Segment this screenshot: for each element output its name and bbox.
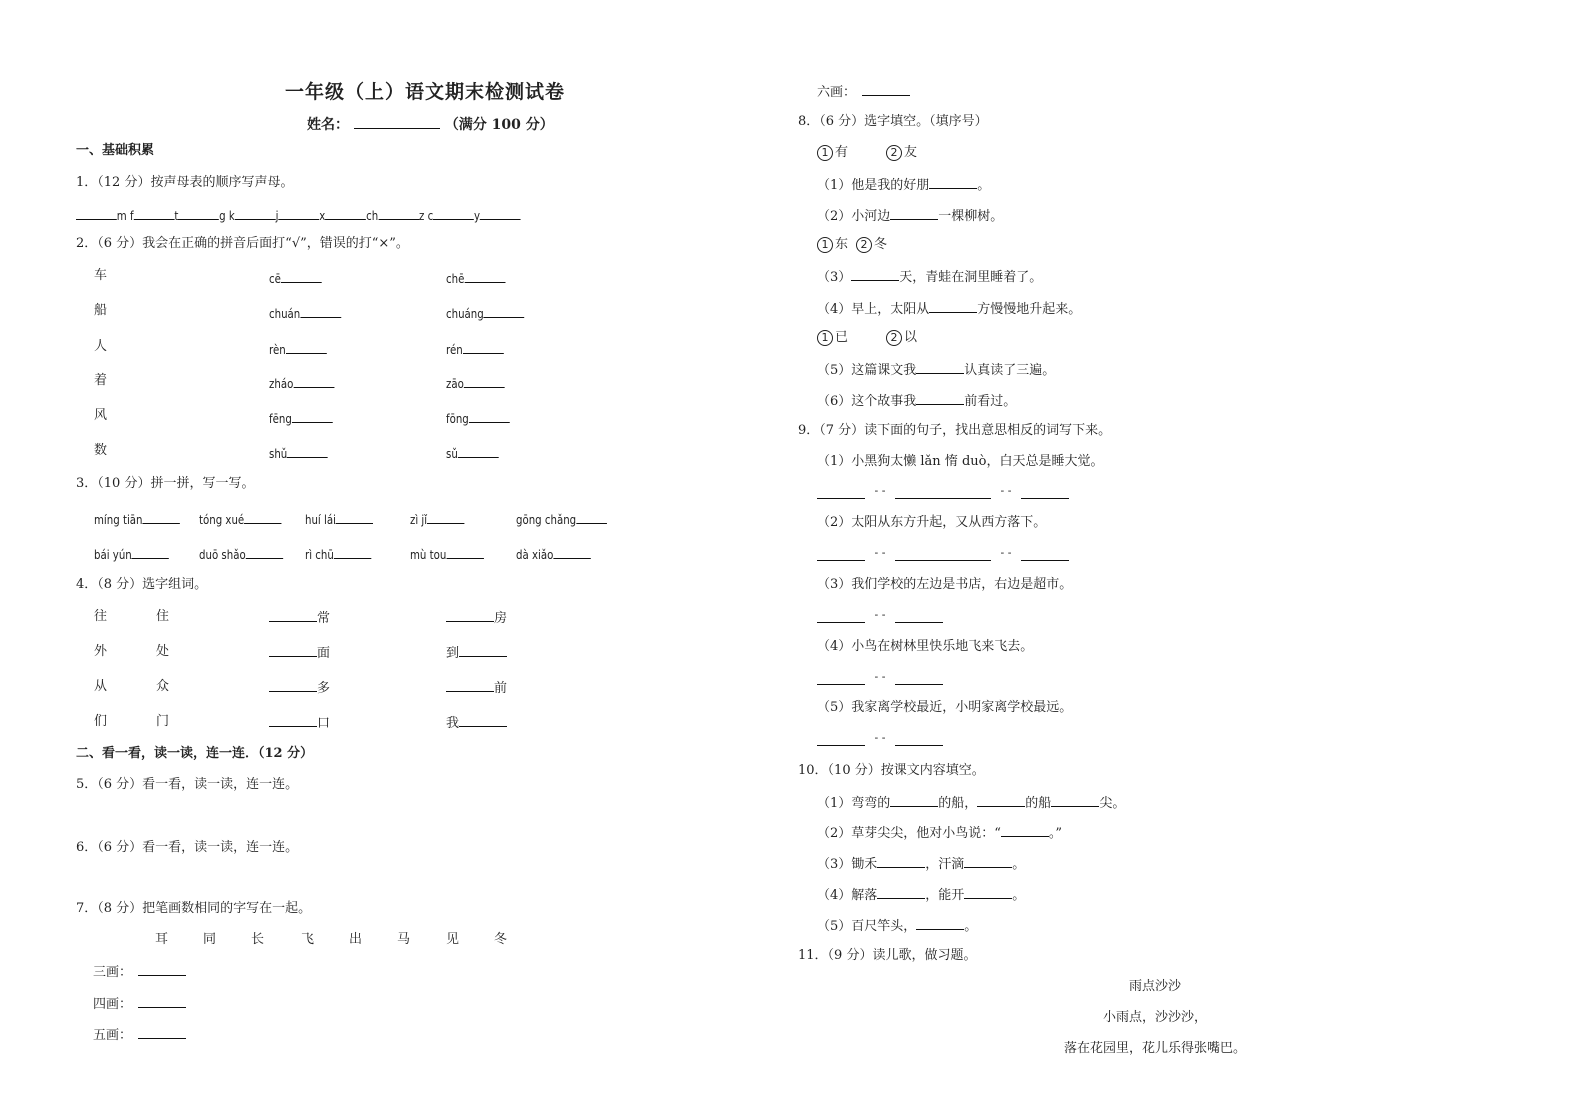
q2-option-b: chuáng <box>446 305 525 322</box>
q4-char: 住 <box>156 609 170 624</box>
poem-line: 小雨点，沙沙沙， <box>1102 1010 1207 1025</box>
q7-char: 长 <box>251 932 265 947</box>
q2-option-b: zāo <box>446 375 505 392</box>
q9-sentence: （1）小黑狗太懒 lǎn 惰 duò，白天总是睡大觉。 <box>817 454 1104 469</box>
q9-answer-row: - - - - <box>817 486 1069 504</box>
q7-char: 飞 <box>301 932 315 947</box>
q9-answer-row: - - - - <box>817 548 1069 566</box>
q2-option-b: fōng <box>446 410 510 427</box>
q9-blank[interactable] <box>895 672 943 685</box>
q8-item: （5）这篇课文我 认真读了三遍。 <box>817 363 1056 378</box>
full-score: （满分 100 分） <box>444 117 554 133</box>
q4-blank[interactable] <box>269 679 317 692</box>
q10-item: （3）锄禾 ，汗滴 。 <box>817 857 1026 872</box>
q10-item: （2）草芽尖尖，他对小鸟说：“ 。” <box>817 826 1063 841</box>
q9-label: 9．（7 分）读下面的句子，找出意思相反的词写下来。 <box>798 423 1112 438</box>
q1-blank[interactable] <box>378 207 419 220</box>
q8-blank[interactable] <box>916 361 964 374</box>
q7-char: 同 <box>203 932 217 947</box>
q8-options: 1 已 2 以 <box>817 330 917 346</box>
poem-line: 落在花园里，花儿乐得张嘴巴。 <box>1063 1041 1246 1056</box>
q3-blank[interactable] <box>246 546 283 559</box>
q3-blank[interactable] <box>244 511 281 524</box>
q1-blank[interactable] <box>433 207 474 220</box>
q7-label: 7．（8 分）把笔画数相同的字写在一起。 <box>76 901 312 916</box>
q1-blank[interactable] <box>325 207 366 220</box>
q3-blank[interactable] <box>446 546 483 559</box>
q4-blank[interactable] <box>269 609 317 622</box>
q4-word: 房 <box>446 609 507 627</box>
q2-char: 着 <box>94 373 108 388</box>
q1-item: t <box>174 209 179 223</box>
q6-label: 6．（6 分）看一看，读一读，连一连。 <box>76 840 299 855</box>
q2-option-b: sǔ <box>446 445 499 462</box>
q4-blank[interactable] <box>446 679 494 692</box>
q7-char: 见 <box>446 932 460 947</box>
q1-item: m f <box>116 209 134 223</box>
name-field[interactable] <box>354 116 440 129</box>
q1-blank[interactable] <box>134 207 175 220</box>
q4-char: 处 <box>156 644 170 659</box>
name-row <box>307 116 554 133</box>
q9-blank[interactable] <box>895 548 991 561</box>
circled-number: 2 <box>886 145 902 161</box>
q4-char: 往 <box>94 609 108 624</box>
q10-blank[interactable] <box>964 886 1012 899</box>
q2-blank[interactable] <box>464 375 505 388</box>
q2-blank[interactable] <box>464 270 505 283</box>
q9-answer-row: - - <box>817 610 943 628</box>
q8-item: （2）小河边 一棵柳树。 <box>817 209 1004 224</box>
q10-blank[interactable] <box>964 855 1012 868</box>
page-title: 一年级（上）语文期末检测试卷 <box>285 81 566 103</box>
q1-item: ch <box>366 209 379 223</box>
q9-blank[interactable] <box>1021 548 1069 561</box>
q4-char: 们 <box>94 714 108 729</box>
circled-number: 1 <box>817 330 833 346</box>
q3-blank[interactable] <box>336 511 373 524</box>
q4-blank[interactable] <box>459 644 507 657</box>
q3-blank[interactable] <box>576 511 607 524</box>
q1-blank[interactable] <box>278 207 319 220</box>
q2-blank[interactable] <box>287 445 328 458</box>
q3-item: míng tiān <box>94 511 180 528</box>
q8-options: 1 东 2 冬 <box>817 237 887 253</box>
q3-blank[interactable] <box>132 546 169 559</box>
q2-option-a: rèn <box>269 341 327 358</box>
q7-blank[interactable] <box>138 995 186 1008</box>
q3-blank[interactable] <box>334 546 371 559</box>
q2-option-a: zháo <box>269 375 334 392</box>
q3-item: bái yún <box>94 546 169 563</box>
q1-item: g k <box>219 209 235 223</box>
q11-label: 11．（9 分）读儿歌，做习题。 <box>798 948 977 963</box>
q3-blank[interactable] <box>427 511 464 524</box>
q1-item: x <box>319 209 326 223</box>
q9-blank[interactable] <box>817 548 865 561</box>
q7-char: 马 <box>397 932 411 947</box>
q2-char: 风 <box>94 408 108 423</box>
q3-item: dà xiǎo <box>516 546 591 563</box>
q4-blank[interactable] <box>269 714 317 727</box>
q2-blank[interactable] <box>286 341 327 354</box>
q4-word: 面 <box>269 644 330 662</box>
q9-blank[interactable] <box>817 733 865 746</box>
q9-sentence: （5）我家离学校最近，小明家离学校最远。 <box>817 700 1073 715</box>
q7-blank[interactable] <box>862 83 910 96</box>
q2-option-a: shǔ <box>269 445 328 462</box>
q1-blank[interactable] <box>178 207 219 220</box>
q4-char: 外 <box>94 644 108 659</box>
q2-blank[interactable] <box>292 410 333 423</box>
q7-char: 冬 <box>494 932 508 947</box>
q10-blank[interactable] <box>1001 824 1049 837</box>
q3-item: tóng xué <box>199 511 282 528</box>
q8-blank[interactable] <box>929 176 977 189</box>
q4-word: 常 <box>269 609 330 627</box>
q1-blank[interactable] <box>480 207 521 220</box>
q7-blank[interactable] <box>138 1026 186 1039</box>
q10-blank[interactable] <box>977 794 1025 807</box>
q2-blank[interactable] <box>463 341 504 354</box>
q2-char: 车 <box>94 268 108 283</box>
q8-label: 8．（6 分）选字填空。（填序号） <box>798 114 988 129</box>
q9-blank[interactable] <box>895 486 991 499</box>
q2-blank[interactable] <box>469 410 510 423</box>
q2-blank[interactable] <box>293 375 334 388</box>
q10-blank[interactable] <box>877 855 925 868</box>
q1-blank[interactable] <box>235 207 276 220</box>
q10-blank[interactable] <box>1051 794 1099 807</box>
section-1-title: 一、基础积累 <box>76 143 155 158</box>
q9-blank[interactable] <box>817 672 865 685</box>
q2-char: 船 <box>94 303 108 318</box>
q9-blank[interactable] <box>1021 486 1069 499</box>
q10-blank[interactable] <box>890 794 938 807</box>
q2-blank[interactable] <box>281 270 322 283</box>
q4-blank[interactable] <box>459 714 507 727</box>
circled-number: 1 <box>817 237 833 253</box>
q2-option-a: cē <box>269 270 322 287</box>
q8-item: （6）这个故事我 前看过。 <box>817 394 1017 409</box>
q9-blank[interactable] <box>817 486 865 499</box>
q3-item: zì jǐ <box>410 511 465 528</box>
q10-blank[interactable] <box>877 886 925 899</box>
q2-blank[interactable] <box>484 305 525 318</box>
q4-word: 前 <box>446 679 507 697</box>
circled-number: 2 <box>856 237 872 253</box>
q1-item: j <box>275 209 279 223</box>
q4-word: 我 <box>446 714 507 732</box>
q4-blank[interactable] <box>446 609 494 622</box>
q4-char: 从 <box>94 679 108 694</box>
q2-blank[interactable] <box>300 305 341 318</box>
q9-blank[interactable] <box>817 610 865 623</box>
q2-blank[interactable] <box>458 445 499 458</box>
q3-item: duō shǎo <box>199 546 283 563</box>
q8-options: 1 有 2 友 <box>817 145 917 161</box>
q9-answer-row: - - <box>817 733 943 751</box>
q10-item: （4）解落 ，能开 。 <box>817 888 1026 903</box>
q8-blank[interactable] <box>929 300 977 313</box>
q2-option-a: fēng <box>269 410 333 427</box>
q2-label: 2．（6 分）我会在正确的拼音后面打“√”，错误的打“×”。 <box>76 236 409 251</box>
q4-label: 4．（8 分）选字组词。 <box>76 577 208 592</box>
q7-stroke-row: 三画： <box>93 963 186 981</box>
q2-char: 人 <box>94 339 108 354</box>
q3-label: 3．（10 分）拼一拼，写一写。 <box>76 476 255 491</box>
q1-item: y <box>473 209 481 223</box>
q8-blank[interactable] <box>851 268 899 281</box>
q3-item: rì chū <box>305 546 371 563</box>
q4-char: 众 <box>156 679 170 694</box>
q3-item: gōng chǎng <box>516 511 607 528</box>
q7-stroke-row: 四画： <box>93 995 186 1013</box>
q4-blank[interactable] <box>269 644 317 657</box>
q9-sentence: （2）太阳从东方升起，又从西方落下。 <box>817 515 1047 530</box>
q4-word: 到 <box>446 644 507 662</box>
q4-word: 多 <box>269 679 330 697</box>
q8-item: （3） 天，青蛙在洞里睡着了。 <box>817 270 1043 285</box>
q2-char: 数 <box>94 443 108 458</box>
q7-char: 出 <box>349 932 363 947</box>
q10-blank[interactable] <box>916 917 964 930</box>
name-label: 姓名： <box>307 117 349 133</box>
q2-option-a: chuán <box>269 305 341 322</box>
q8-blank[interactable] <box>890 207 938 220</box>
circled-number: 2 <box>886 330 902 346</box>
q9-answer-row: - - <box>817 672 943 690</box>
q10-item: （5）百尺竿头， 。 <box>817 919 978 934</box>
q9-sentence: （4）小鸟在树林里快乐地飞来飞去。 <box>817 639 1034 654</box>
circled-number: 1 <box>817 145 833 161</box>
q9-sentence: （3）我们学校的左边是书店，右边是超市。 <box>817 577 1073 592</box>
q7-char: 耳 <box>155 932 169 947</box>
q10-label: 10．（10 分）按课文内容填空。 <box>798 763 985 778</box>
q5-label: 5．（6 分）看一看，读一读，连一连。 <box>76 777 299 792</box>
q10-item: （1）弯弯的 的船， 的船 尖。 <box>817 796 1126 811</box>
q1-blank[interactable] <box>76 207 117 220</box>
poem-title: 雨点沙沙 <box>1128 979 1181 994</box>
q1-label: 1．（12 分）按声母表的顺序写声母。 <box>76 175 294 190</box>
q1-item: z c <box>418 209 434 223</box>
q4-char: 门 <box>156 714 170 729</box>
q3-item: huí lái <box>305 511 373 528</box>
q7-blank[interactable] <box>138 963 186 976</box>
q7-stroke-row: 六画： <box>817 83 910 101</box>
q9-blank[interactable] <box>895 610 943 623</box>
q2-option-b: rén <box>446 341 504 358</box>
q3-blank[interactable] <box>553 546 590 559</box>
q8-item: （4）早上，太阳从 方慢慢地升起来。 <box>817 302 1082 317</box>
q4-word: 口 <box>269 714 330 732</box>
q8-blank[interactable] <box>916 392 964 405</box>
section-2-title: 二、看一看，读一读，连一连．（12 分） <box>76 746 314 761</box>
q3-blank[interactable] <box>143 511 180 524</box>
q9-blank[interactable] <box>895 733 943 746</box>
q3-item: mù tou <box>410 546 484 563</box>
q1-answer-row <box>76 207 521 224</box>
q8-item: （1）他是我的好朋 。 <box>817 178 991 193</box>
q2-option-b: chē <box>446 270 505 287</box>
q7-stroke-row: 五画： <box>93 1026 186 1044</box>
